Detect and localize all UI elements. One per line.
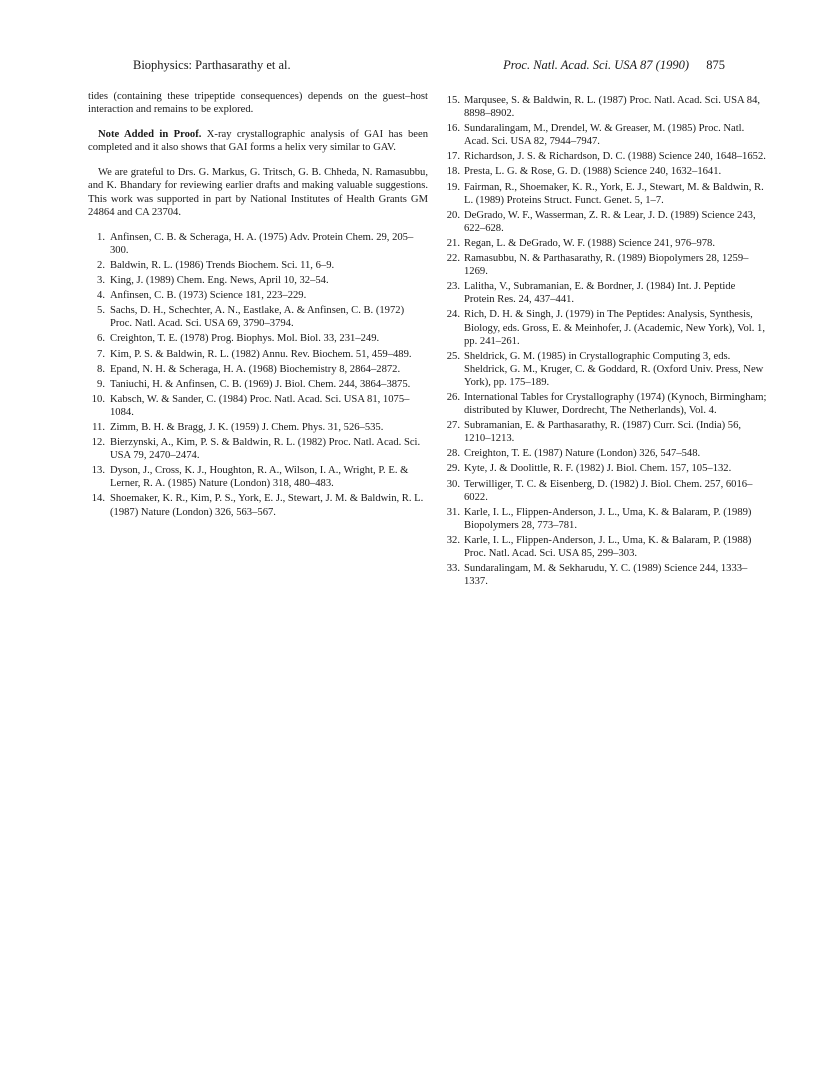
reference-item (88, 231, 428, 257)
running-title: Biophysics: Parthasarathy et al. (133, 58, 291, 72)
reference-text: Bierzynski, A., Kim, P. S. & Baldwin, R. L. (1982) Proc. Natl. Acad. Sci. USA 79, 2470–2474. (110, 437, 421, 462)
reference-number: 31. (446, 506, 460, 518)
reference-item (88, 348, 428, 361)
page-header (133, 58, 725, 78)
reference-text: Sundaralingam, M. & Sekharudu, Y. C. (1989) Science 244, 1333–1337. (464, 563, 748, 588)
reference-item (443, 391, 768, 417)
reference-number: 2. (97, 259, 105, 271)
reference-text: Creighton, T. E. (1978) Prog. Biophys. Mol. Biol. 33, 231–249. (110, 333, 380, 345)
reference-item (443, 506, 768, 532)
reference-number: 33. (446, 563, 460, 575)
reference-number: 23. (446, 281, 460, 293)
reference-text: Regan, L. & DeGrado, W. F. (1988) Science 241, 976–978. (464, 237, 716, 249)
reference-number: 27. (446, 420, 460, 432)
reference-text: Sachs, D. H., Schechter, A. N., Eastlake, A. & Anfinsen, C. B. (1972) Proc. Natl. Acad. Sci. USA 69, 3790–3794. (110, 305, 405, 330)
reference-number: 11. (92, 421, 105, 433)
reference-number: 25. (446, 350, 460, 362)
reference-number: 3. (97, 275, 105, 287)
reference-number: 14. (91, 493, 105, 505)
left-column (88, 90, 428, 521)
reference-text: Karle, I. L., Flippen-Anderson, J. L., Uma, K. & Balaram, P. (1988) Proc. Natl. Acad. Sci. USA 85, 299–303. (464, 534, 752, 559)
reference-item (443, 419, 768, 445)
reference-number: 19. (446, 181, 460, 193)
reference-text: Shoemaker, K. R., Kim, P. S., York, E. J., Stewart, J. M. & Baldwin, R. L. (1987) Nature (London) 326, 563–567. (110, 493, 424, 518)
reference-item (443, 237, 768, 250)
reference-item (443, 350, 768, 389)
page-number: 875 (706, 58, 725, 72)
reference-item (88, 289, 428, 302)
reference-list-left (88, 231, 428, 519)
reference-text: Baldwin, R. L. (1986) Trends Biochem. Sci. 11, 6–9. (110, 259, 335, 271)
reference-item (443, 122, 768, 148)
reference-number: 32. (446, 534, 460, 546)
reference-item (443, 209, 768, 235)
journal-citation: Proc. Natl. Acad. Sci. USA 87 (1990) (503, 58, 689, 72)
reference-number: 7. (97, 348, 105, 360)
reference-item (443, 181, 768, 207)
reference-item (88, 378, 428, 391)
reference-item (443, 280, 768, 306)
reference-item (88, 304, 428, 330)
reference-item (443, 534, 768, 560)
reference-text: International Tables for Crystallography (1974) (Kynoch, Birmingham; distributed by Kluwer, Dordrecht, The Netherlands), Vol. 4. (464, 391, 767, 417)
reference-number: 26. (446, 391, 460, 403)
reference-item (443, 165, 768, 178)
reference-item (88, 363, 428, 376)
reference-text: Rich, D. H. & Singh, J. (1979) in The Peptides: Analysis, Synthesis, Biology, eds. Gross, E. & Meinhofer, J. (Academic, New York), Vol. 1, pp. 241–261. (464, 309, 765, 347)
reference-item (88, 436, 428, 462)
reference-item (88, 421, 428, 434)
reference-text: Anfinsen, C. B. & Scheraga, H. A. (1975) Adv. Protein Chem. 29, 205–300. (110, 231, 414, 256)
reference-text: Karle, I. L., Flippen-Anderson, J. L., Uma, K. & Balaram, P. (1989) Biopolymers 28, 773–781. (464, 506, 752, 531)
reference-number: 30. (446, 478, 460, 490)
reference-text: Ramasubbu, N. & Parthasarathy, R. (1989) Biopolymers 28, 1259–1269. (464, 253, 749, 278)
reference-text: Zimm, B. H. & Bragg, J. K. (1959) J. Chem. Phys. 31, 526–535. (110, 421, 384, 433)
reference-text: Presta, L. G. & Rose, G. D. (1988) Science 240, 1632–1641. (464, 166, 722, 178)
continuation-paragraph: tides (containing these tripeptide consequences) depends on the guest–host interaction and remains to be explored. (88, 91, 428, 116)
reference-item (88, 464, 428, 490)
reference-number: 15. (446, 95, 460, 106)
reference-text: Kyte, J. & Doolittle, R. F. (1982) J. Biol. Chem. 157, 105–132. (464, 463, 732, 475)
reference-text: Richardson, J. S. & Richardson, D. C. (1988) Science 240, 1648–1652. (464, 151, 766, 163)
reference-text: Anfinsen, C. B. (1973) Science 181, 223–229. (110, 290, 307, 302)
reference-number: 1. (97, 231, 105, 243)
reference-number: 8. (97, 363, 105, 375)
reference-text: Kim, P. S. & Baldwin, R. L. (1982) Annu. Rev. Biochem. 51, 459–489. (110, 348, 412, 360)
reference-number: 9. (97, 378, 105, 390)
reference-item (443, 562, 768, 588)
reference-number: 12. (91, 437, 105, 449)
reference-list-right (443, 94, 768, 588)
acknowledgment-paragraph: We are grateful to Drs. G. Markus, G. Tritsch, G. B. Chheda, N. Ramasubbu, and K. Bhandary for reviewing earlier drafts and making valuable suggestions. This work was supported in part by National Institutes of Health Grants GM 24864 and CA 23704. (88, 167, 428, 218)
reference-item (443, 94, 768, 120)
reference-number: 4. (97, 290, 105, 302)
reference-number: 16. (446, 123, 460, 135)
reference-text: Terwilliger, T. C. & Eisenberg, D. (1982) J. Biol. Chem. 257, 6016–6022. (464, 478, 753, 503)
reference-text: DeGrado, W. F., Wasserman, Z. R. & Lear, J. D. (1989) Science 243, 622–628. (464, 209, 756, 234)
reference-number: 29. (446, 463, 460, 475)
reference-number: 24. (446, 309, 460, 321)
reference-number: 10. (91, 393, 105, 405)
reference-text: Taniuchi, H. & Anfinsen, C. B. (1969) J. Biol. Chem. 244, 3864–3875. (110, 378, 411, 390)
reference-item (443, 478, 768, 504)
reference-item (443, 252, 768, 278)
reference-number: 17. (446, 151, 460, 163)
reference-item (88, 274, 428, 287)
reference-text: Epand, N. H. & Scheraga, H. A. (1968) Biochemistry 8, 2864–2872. (110, 363, 401, 375)
reference-text: Lalitha, V., Subramanian, E. & Bordner, J. (1984) Int. J. Peptide Protein Res. 24, 437–441. (464, 281, 736, 306)
note-added-in-proof (88, 128, 428, 154)
reference-number: 28. (446, 448, 460, 460)
reference-text: Dyson, J., Cross, K. J., Houghton, R. A., Wilson, I. A., Wright, P. E. & Lerner, R. A. (1985) Nature (London) 318, 480–483. (110, 465, 409, 490)
reference-item (443, 308, 768, 347)
reference-item (443, 447, 768, 460)
reference-number: 5. (97, 305, 105, 317)
reference-number: 22. (446, 253, 460, 265)
reference-text: Creighton, T. E. (1987) Nature (London) 326, 547–548. (464, 448, 701, 460)
note-text: X-ray crystallographic analysis of GAI has been completed and it also shows that GAI forms a helix very similar to GAV. (88, 129, 428, 154)
reference-item (88, 393, 428, 419)
reference-item (443, 462, 768, 475)
reference-item (88, 332, 428, 345)
reference-text: Sundaralingam, M., Drendel, W. & Greaser, M. (1985) Proc. Natl. Acad. Sci. USA 82, 7944–7947. (464, 123, 745, 148)
reference-text: Subramanian, E. & Parthasarathy, R. (1987) Curr. Sci. (India) 56, 1210–1213. (464, 420, 742, 445)
reference-number: 6. (97, 333, 105, 345)
reference-item (443, 150, 768, 163)
reference-text: King, J. (1989) Chem. Eng. News, April 10, 32–54. (110, 275, 329, 287)
reference-text: Kabsch, W. & Sander, C. (1984) Proc. Natl. Acad. Sci. USA 81, 1075–1084. (110, 393, 410, 418)
reference-number: 13. (91, 465, 105, 477)
reference-text: Fairman, R., Shoemaker, K. R., York, E. J., Stewart, M. & Baldwin, R. L. (1989) Proteins Struct. Funct. Genet. 5, 1–7. (464, 181, 764, 206)
reference-item (88, 259, 428, 272)
reference-item (88, 492, 428, 518)
reference-text: Sheldrick, G. M. (1985) in Crystallographic Computing 3, eds. Sheldrick, G. M., Kruger, C. & Goddard, R. (Oxford Univ. Press, New York), pp. 175–189. (464, 350, 764, 388)
reference-number: 21. (446, 237, 460, 249)
note-label: Note Added in Proof. (98, 129, 202, 141)
reference-text: Marqusee, S. & Baldwin, R. L. (1987) Proc. Natl. Acad. Sci. USA 84, 8898–8902. (464, 95, 761, 120)
right-column (443, 94, 768, 590)
reference-number: 20. (446, 209, 460, 221)
reference-number: 18. (446, 166, 460, 178)
